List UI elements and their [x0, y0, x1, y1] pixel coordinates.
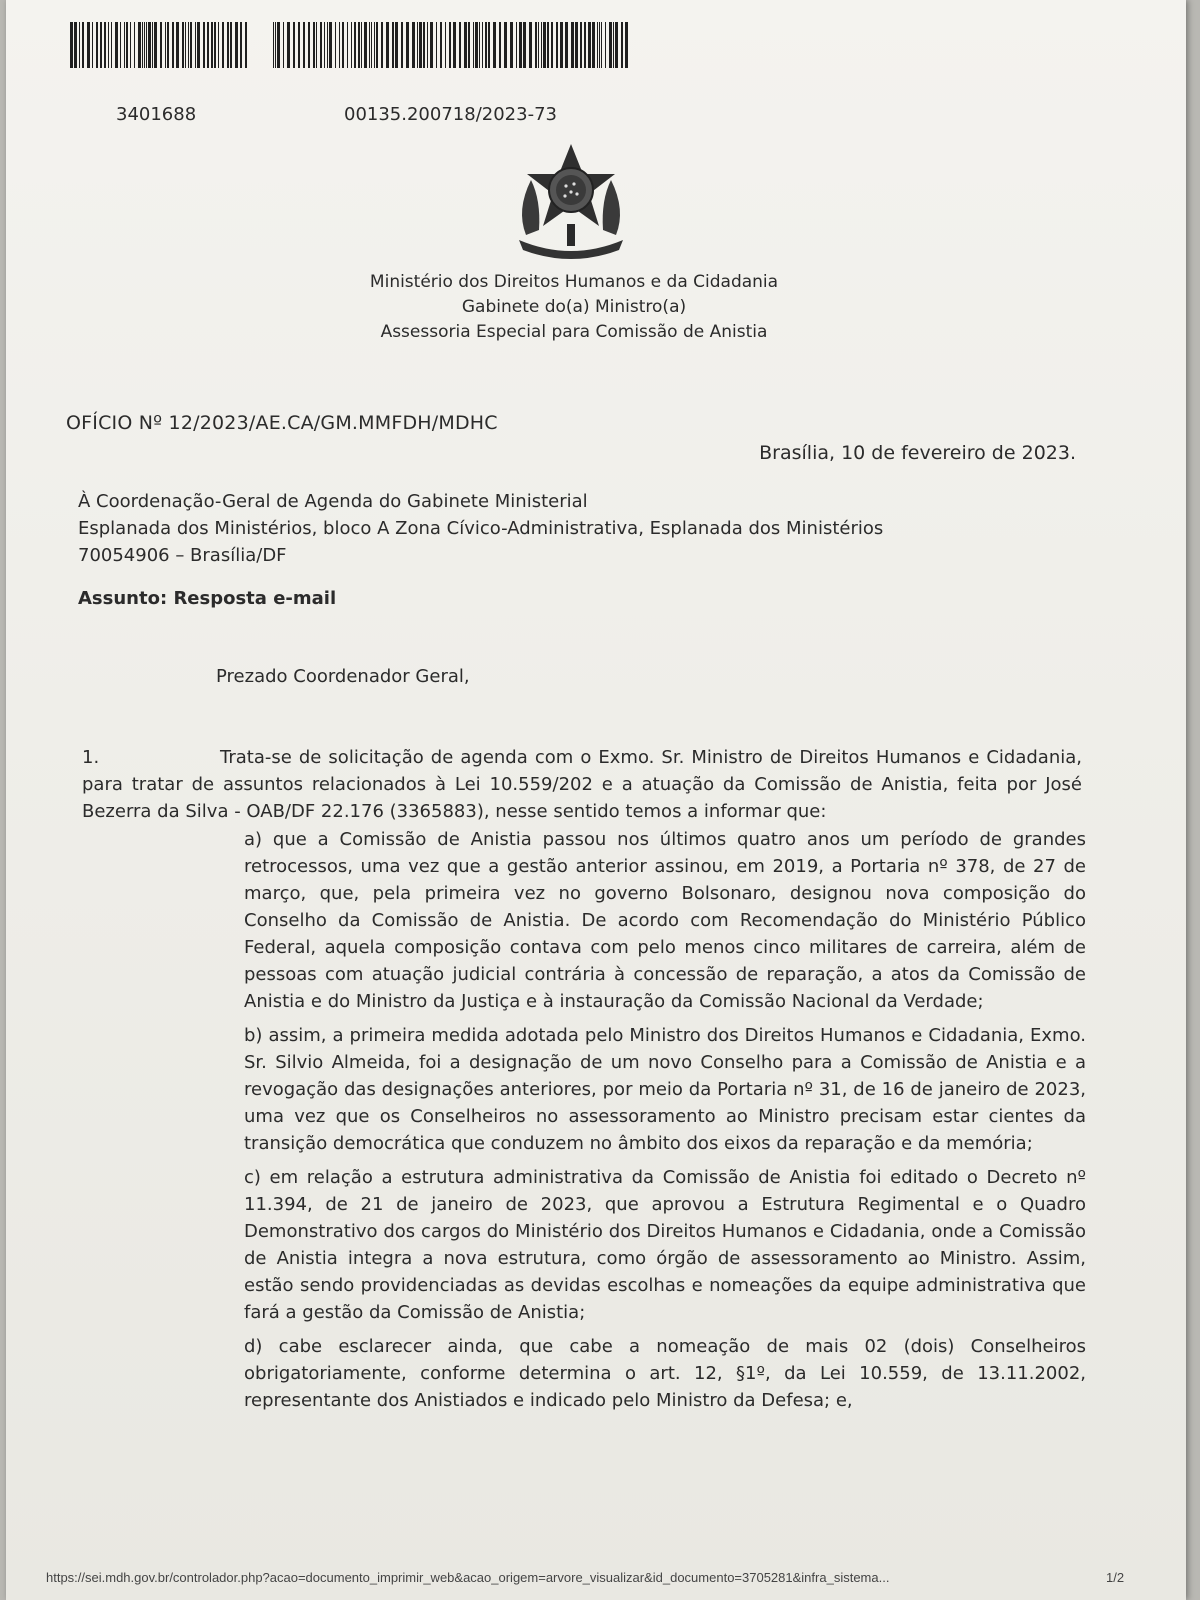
barcode-bar — [571, 22, 574, 68]
barcode-bar — [499, 22, 501, 68]
ministry-name: Ministério dos Direitos Humanos e da Cidadania — [369, 272, 779, 292]
barcode-bar — [440, 22, 442, 68]
barcode-bar — [320, 22, 322, 68]
barcode-bar — [165, 22, 166, 68]
barcode-bar — [197, 22, 200, 68]
document-date: Brasília, 10 de fevereiro de 2023. — [759, 442, 1076, 464]
barcode-bar — [419, 22, 422, 68]
barcode-bar — [70, 22, 73, 68]
barcode-bar — [79, 22, 80, 68]
barcode-bar — [565, 22, 568, 68]
barcode-bar — [597, 22, 598, 68]
address-line: À Coordenação-Geral de Agenda do Gabinete Ministerial — [78, 491, 588, 512]
barcode-bar — [473, 22, 474, 68]
barcode-bar — [609, 22, 612, 68]
barcode-bar — [376, 22, 378, 68]
cabinet-name: Gabinete do(a) Ministro(a) — [461, 297, 687, 317]
paragraph-1 — [82, 744, 1082, 825]
barcode-bar — [172, 22, 174, 68]
barcode-bar — [138, 22, 141, 68]
barcode-bar — [482, 22, 484, 68]
barcode-bar — [381, 22, 383, 68]
item-list — [244, 826, 1086, 1421]
barcode-bar — [395, 22, 398, 68]
barcode-left — [70, 22, 250, 68]
barcode-bar — [335, 22, 336, 68]
barcode-bar — [621, 22, 623, 68]
barcode-bar — [351, 22, 352, 68]
barcode-bar — [535, 22, 537, 68]
barcode-bar — [493, 22, 496, 68]
barcode-bar — [82, 22, 84, 68]
oficio-number: OFÍCIO Nº 12/2023/AE.CA/GM.MMFDH/MDHC — [66, 412, 498, 434]
barcode-bar — [148, 22, 151, 68]
barcode-bar — [227, 22, 229, 68]
barcode-bar — [176, 22, 179, 68]
barcode-bar — [144, 22, 145, 68]
barcode-bar — [96, 22, 98, 68]
barcode-bar — [287, 22, 290, 68]
barcode-bar — [115, 22, 118, 68]
barcode-bar — [510, 22, 513, 68]
barcode-bar — [464, 22, 467, 68]
barcode-bar — [556, 22, 558, 68]
barcode-bar — [185, 22, 186, 68]
subject-text: Resposta e-mail — [173, 588, 337, 609]
barcode-bar — [449, 22, 451, 68]
barcode-bar — [104, 22, 106, 68]
barcode-bar — [342, 22, 344, 68]
barcode-bar — [485, 22, 487, 68]
barcode-bar — [240, 22, 242, 68]
barcode-bar — [126, 22, 128, 68]
barcode-bar — [588, 22, 591, 68]
list-item: d) cabe esclarecer ainda, que cabe a nomeação de mais 02 (dois) Conselheiros obrigatoriamente, conforme determina o art. 12, §1º, da Lei 10.559, de 13.11.2002, representante dos Anistiados e indicado pelo Ministro da Defesa; e, — [244, 1336, 1086, 1411]
barcode-bar — [371, 22, 372, 68]
barcode-bar — [154, 22, 157, 68]
barcode-bar — [605, 22, 606, 68]
paragraph-number: 1. — [82, 747, 100, 768]
barcode-bar — [504, 22, 507, 68]
barcode-bar — [354, 22, 356, 68]
barcode-bar — [324, 22, 325, 68]
barcode-bar — [386, 22, 389, 68]
barcode-bar — [152, 22, 153, 68]
letterhead — [6, 270, 1142, 345]
barcode-bar — [188, 22, 189, 68]
barcode-bar — [308, 22, 310, 68]
barcode-bar — [347, 22, 349, 68]
document-id-left: 3401688 — [116, 104, 197, 125]
barcode-bar — [182, 22, 184, 68]
address-line: 70054906 – Brasília/DF — [78, 545, 287, 566]
barcode-bar — [412, 22, 415, 68]
barcode-bar — [124, 22, 125, 68]
barcode-bar — [599, 22, 601, 68]
barcode-bar — [406, 22, 409, 68]
barcode-bar — [488, 22, 490, 68]
barcode-bar — [475, 22, 478, 68]
barcode-bar — [87, 22, 90, 68]
barcode-bar — [245, 22, 247, 68]
barcode-bar — [538, 22, 539, 68]
list-item: c) em relação a estrutura administrativa da Comissão de Anistia foi editado o Decreto nº 11.394, de 21 de janeiro de 2023, que aprovou a Estrutura Regimental e o Quadro Demonstrativo dos cargos do Ministério dos Direitos Humanos e Cidadania, onde a Comissão de Anistia integra a nova estrutura, como órgão de assessoramento ao Ministro. Assim, estão sendo providenciadas as devidas escolhas e nomeações da equipe administrativa que fará a gestão da Comissão de Anistia; — [244, 1167, 1086, 1323]
barcode-bar — [516, 22, 517, 68]
print-url: https://sei.mdh.gov.br/controlador.php?acao=documento_imprimir_web&acao_origem=arvore_visualizar&id_documento=3705281&infra_sistema... — [46, 1570, 890, 1585]
barcode-bar — [298, 22, 300, 68]
barcode-bar — [303, 22, 305, 68]
barcode-right — [273, 22, 631, 68]
document-page — [6, 0, 1186, 1600]
page-number: 1/2 — [1106, 1570, 1125, 1585]
barcode-bar — [453, 22, 456, 68]
barcode-bar — [523, 22, 526, 68]
barcode-bar — [339, 22, 340, 68]
barcode-bar — [519, 22, 522, 68]
barcode-bar — [364, 22, 367, 68]
barcode-bar — [130, 22, 131, 68]
barcode-bar — [543, 22, 546, 68]
process-number: 00135.200718/2023-73 — [344, 104, 557, 125]
barcode-bar — [445, 22, 446, 68]
address-line: Esplanada dos Ministérios, bloco A Zona Cívico-Administrativa, Esplanada dos Ministérios — [78, 518, 884, 539]
barcode-bar — [283, 22, 284, 68]
barcode-bar — [293, 22, 295, 68]
barcode-bar — [275, 22, 276, 68]
barcode-bar — [369, 22, 370, 68]
barcode-bar — [560, 22, 563, 68]
barcode-bar — [361, 22, 362, 68]
barcode-bar — [358, 22, 360, 68]
barcode-bar — [211, 22, 213, 68]
barcode-bar — [327, 22, 328, 68]
barcode-bar — [392, 22, 394, 68]
barcode-bar — [195, 22, 196, 68]
barcode-bar — [203, 22, 205, 68]
barcode-bar — [222, 22, 224, 68]
barcode-bar — [613, 22, 614, 68]
barcode-bar — [436, 22, 437, 68]
department-name: Assessoria Especial para Comissão de Anistia — [380, 322, 768, 342]
barcode-bar — [329, 22, 332, 68]
barcode-bar — [120, 22, 122, 68]
barcode-bar — [108, 22, 109, 68]
barcode-bar — [584, 22, 586, 68]
barcode-bar — [529, 22, 532, 68]
coat-of-arms-emblem — [511, 140, 631, 265]
barcode-bar — [601, 22, 602, 68]
barcode-bar — [468, 22, 470, 68]
barcode-bar — [547, 22, 549, 68]
barcode-bar — [551, 22, 553, 68]
barcode-bar — [423, 22, 425, 68]
barcode-bar — [417, 22, 418, 68]
barcode-bar — [479, 22, 480, 68]
barcode-bar — [218, 22, 219, 68]
barcode-bar — [146, 22, 147, 68]
barcode-bar — [74, 22, 77, 68]
salutation: Prezado Coordenador Geral, — [216, 666, 470, 687]
barcode-bar — [230, 22, 232, 68]
barcode-bar — [430, 22, 433, 68]
barcode-bar — [316, 22, 317, 68]
barcode-bar — [92, 22, 93, 68]
barcode-bar — [142, 22, 143, 68]
barcode-bar — [459, 22, 461, 68]
barcode-bar — [427, 22, 428, 68]
barcode-bar — [235, 22, 238, 68]
barcode-bar — [273, 22, 274, 68]
barcode-bar — [374, 22, 375, 68]
barcode-bar — [541, 22, 542, 68]
barcode-bar — [625, 22, 628, 68]
list-item: b) assim, a primeira medida adotada pelo Ministro dos Direitos Humanos e Cidadania, Exmo. Sr. Silvio Almeida, foi a designação de um novo Conselho para a Comissão de Anistia e a revogação das designações anteriores, por meio da Portaria nº 31, de 16 de janeiro de 2023, uma vez que os Conselheiros no assessoramento ao Ministro precisam estar cientes da transição democrática que conduzem no âmbito dos eixos da reparação e da memória; — [244, 1025, 1086, 1154]
barcode-bar — [167, 22, 169, 68]
subject-line — [78, 588, 336, 609]
barcode-bar — [580, 22, 582, 68]
barcode-bar — [313, 22, 315, 68]
barcode-bar — [111, 22, 112, 68]
barcode-bar — [190, 22, 192, 68]
barcode-bar — [401, 22, 403, 68]
barcode-bar — [615, 22, 618, 68]
recipient-address — [78, 488, 883, 569]
barcode-bar — [277, 22, 280, 68]
barcode-bar — [214, 22, 217, 68]
barcode-bar — [592, 22, 595, 68]
barcode-bar — [575, 22, 578, 68]
barcode-bar — [134, 22, 135, 68]
barcode-bar — [100, 22, 102, 68]
paragraph-text: Trata-se de solicitação de agenda com o Exmo. Sr. Ministro de Direitos Humanos e Cidadania, para tratar de assuntos relacionados à Lei 10.559/202 e a atuação da Comissão de Anistia, feita por José Bezerra da Silva - OAB/DF 22.176 (3365883), nesse sentido temos a informar que: — [82, 747, 1082, 822]
subject-label: Assunto: — [78, 588, 168, 609]
list-item: a) que a Comissão de Anistia passou nos últimos quatro anos um período de grandes retrocessos, uma vez que a gestão anterior assinou, em 2019, a Portaria nº 378, de 27 de março, que, pela primeira vez no governo Bolsonaro, designou nova composição do Conselho da Comissão de Anistia. De acordo com Recomendação do Ministério Público Federal, aquela composição contava com pelo menos cinco militares de carreira, além de pessoas com atuação judicial contrária à concessão de reparação, a atos da Comissão de Anistia e do Ministro da Justiça e à instauração da Comissão Nacional da Verdade; — [244, 829, 1086, 1012]
barcode-bar — [207, 22, 209, 68]
barcode-bar — [160, 22, 162, 68]
